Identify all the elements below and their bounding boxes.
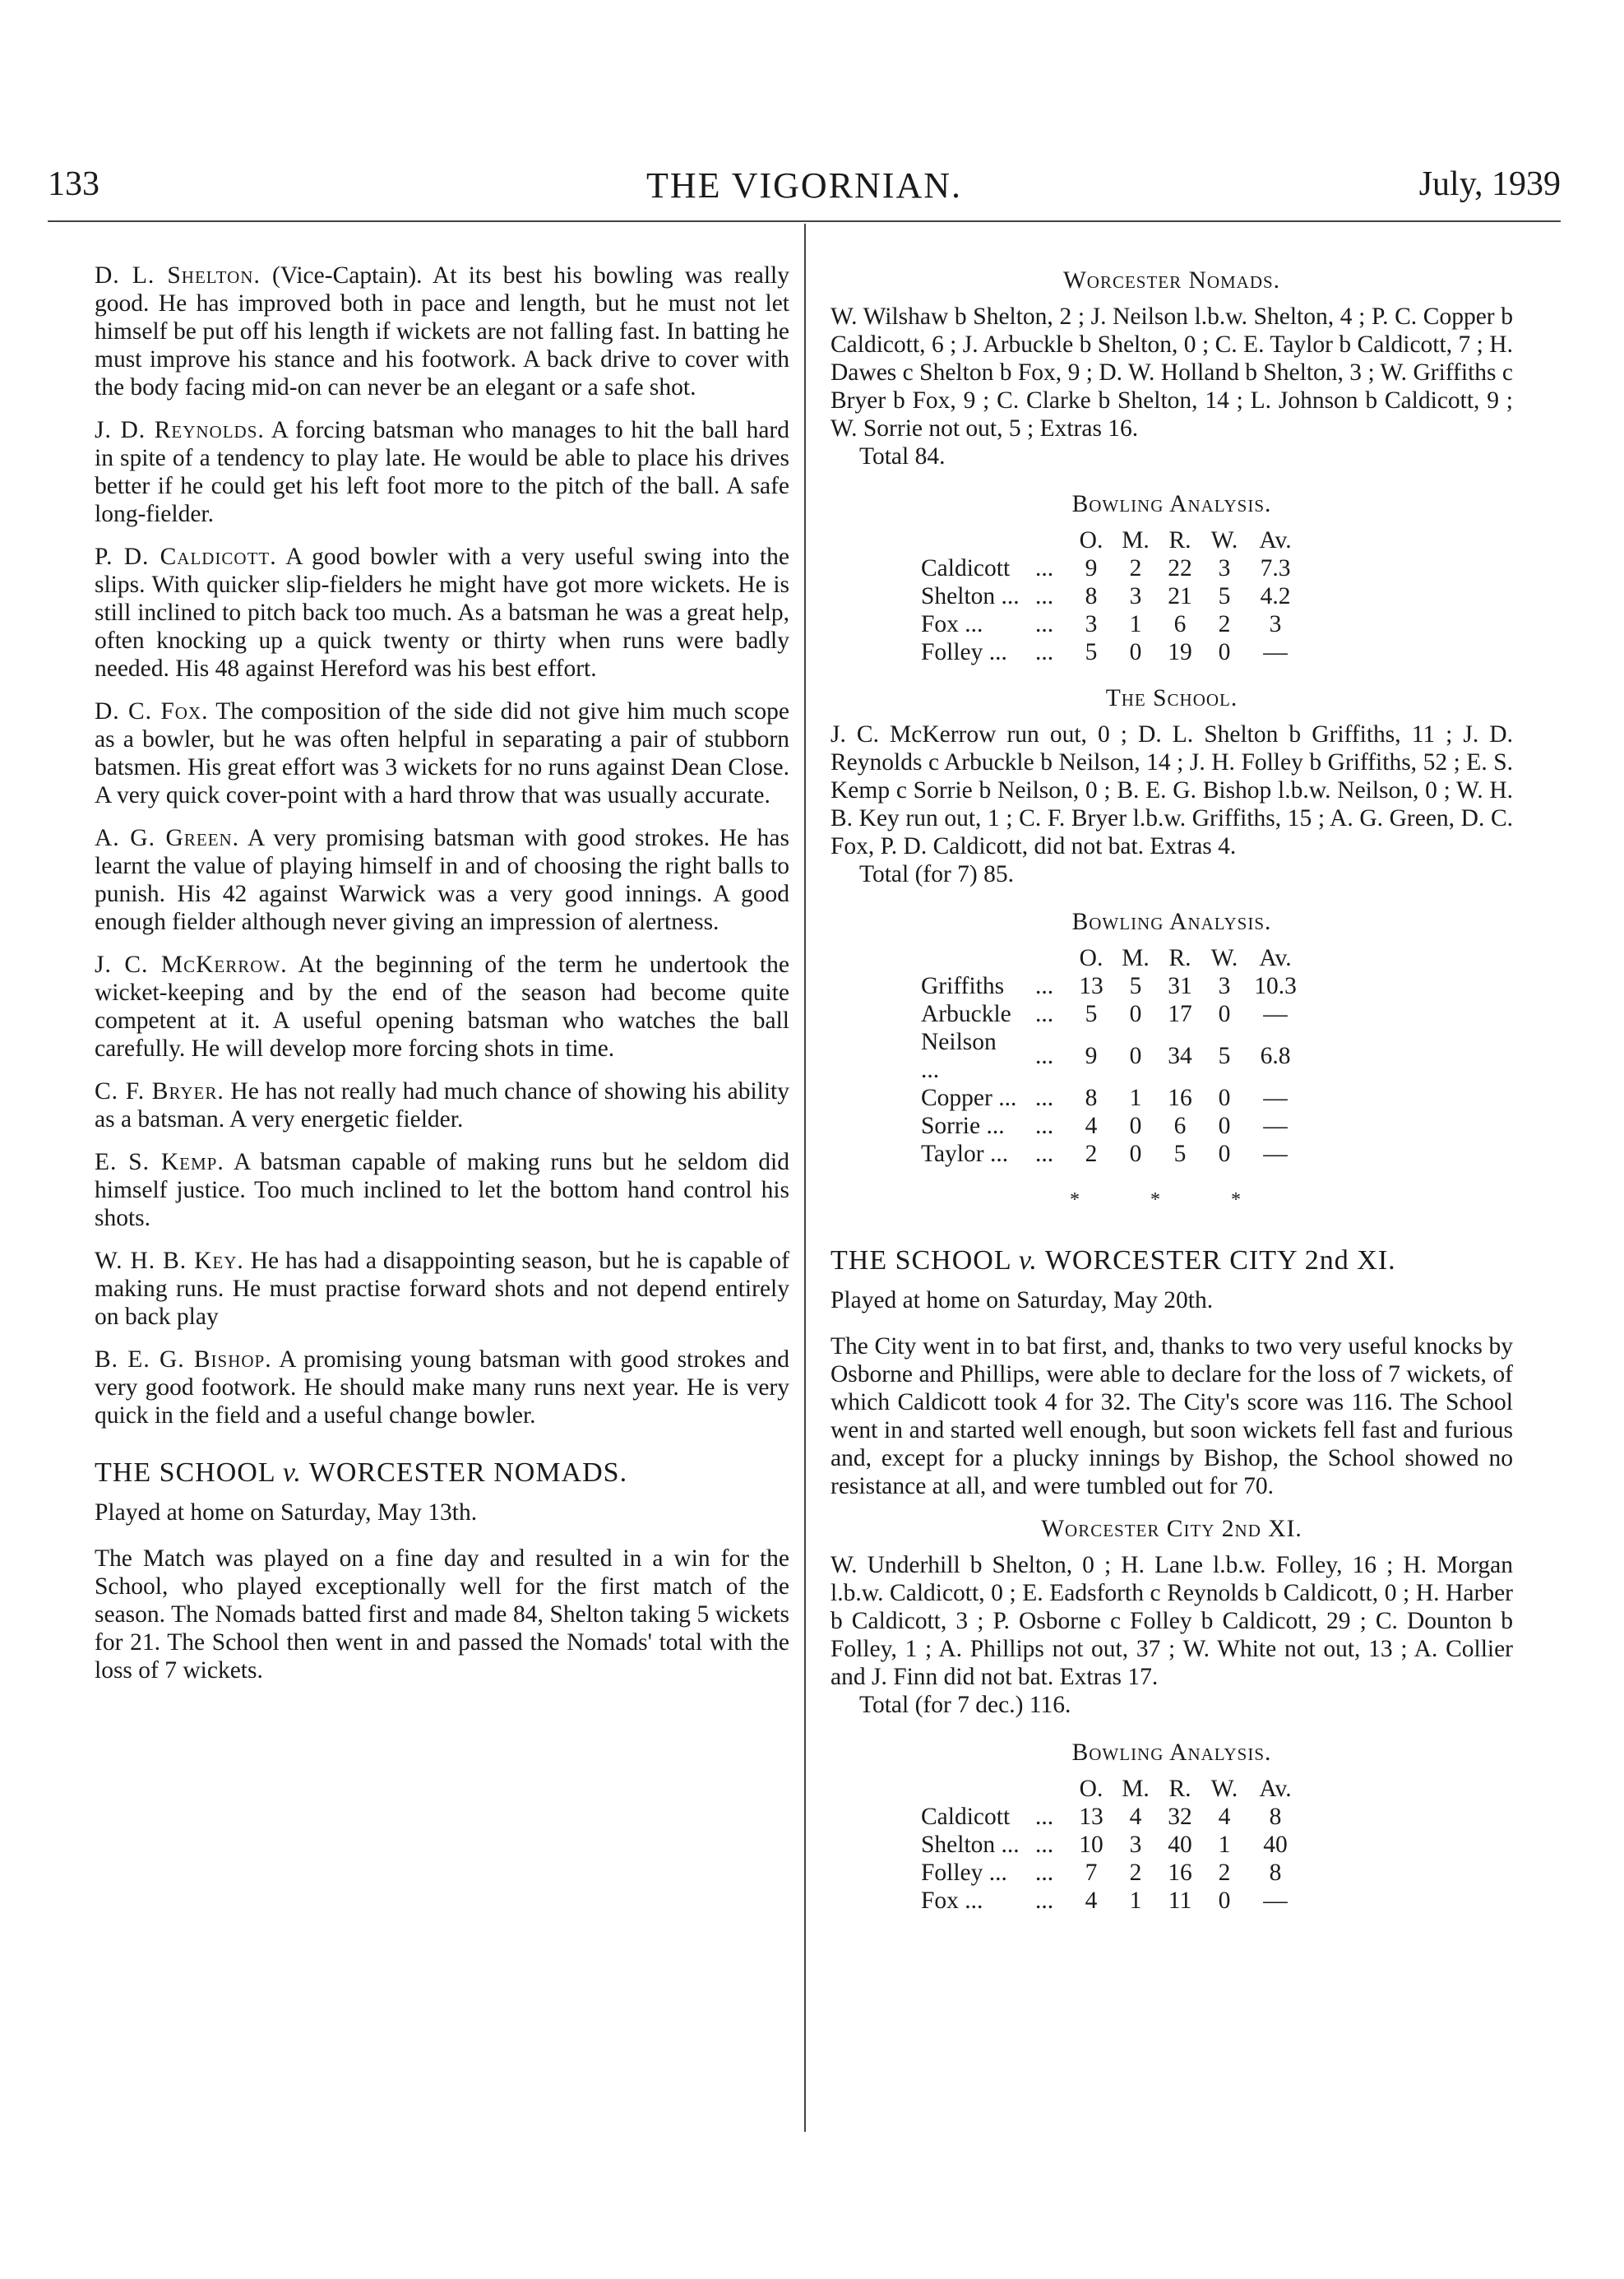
table-header-row — [921, 1775, 1304, 1803]
overs: 3 — [1085, 611, 1098, 637]
col-runs: R. — [1168, 945, 1191, 971]
player-name: W. H. B. Key. — [95, 1248, 244, 1274]
overs: 4 — [1085, 1113, 1098, 1139]
issue-date: July, 1939 — [1418, 165, 1561, 203]
maidens: 0 — [1129, 1043, 1142, 1069]
average: — — [1263, 1888, 1288, 1914]
wickets: 2 — [1218, 611, 1231, 637]
profile-mckerrow — [95, 951, 789, 1063]
city-bowling-heading: Bowling Analysis. — [1071, 1739, 1272, 1766]
player-text: A batsman capable of making runs but he seldom did himself justice. Too much inclined to let the bottom hand control his shots. — [95, 1149, 790, 1231]
leader-dots: ... — [1034, 611, 1054, 637]
table-row — [921, 554, 1304, 582]
player-text: A very promising batsman with good strokes. He has learnt the value of playing himself in and of choosing the right balls to punish. His 42 against Warwick was a very good innings. A good enough fielder although never giving an impression of alertness. — [95, 825, 789, 935]
table-row — [921, 638, 1304, 666]
profile-bryer — [95, 1077, 789, 1133]
player-text: A good bowler with a very useful swing into the slips. With quicker slip-fielders he might have got more wickets. He is still inclined to pitch back too much. As a batsman he was a great help, often knocking up a quick twenty or thirty when runs were badly needed. His 48 against Hereford was his best effort. — [95, 544, 790, 682]
wickets: 0 — [1218, 1001, 1231, 1027]
average: — — [1263, 1001, 1288, 1027]
col-maidens: M. — [1122, 527, 1150, 554]
leader-dots: ... — [1034, 555, 1054, 581]
table-row — [921, 1000, 1304, 1028]
maidens: 0 — [1129, 1113, 1142, 1139]
col-average: Av. — [1259, 527, 1292, 554]
overs: 8 — [1085, 583, 1098, 609]
bowler-name: Sorrie ... — [921, 1113, 1005, 1139]
runs: 32 — [1168, 1804, 1192, 1830]
left-column — [95, 262, 789, 1699]
bowler-name: Shelton ... — [921, 583, 1020, 609]
col-runs: R. — [1168, 527, 1191, 554]
header-rule — [48, 220, 1561, 222]
average: — — [1263, 1113, 1288, 1139]
bowler-name: Neilson ... — [921, 1029, 997, 1083]
page-header — [48, 164, 1561, 214]
bowler-name: Folley ... — [921, 639, 1007, 665]
player-text: A forcing batsman who manages to hit the ball hard in spite of a tendency to play late. He would be able to place his drives better if he could get his left foot more to the pitch of the ball. A safe long-fielder. — [95, 417, 789, 527]
maidens: 0 — [1129, 639, 1142, 665]
col-overs: O. — [1079, 527, 1103, 554]
match2-heading — [831, 1247, 1513, 1275]
profile-caldicott — [95, 543, 789, 683]
bowler-name: Fox ... — [921, 1888, 983, 1914]
overs: 5 — [1085, 639, 1098, 665]
wickets: 4 — [1218, 1804, 1231, 1830]
runs: 5 — [1173, 1141, 1187, 1167]
profile-key — [95, 1247, 789, 1331]
maidens: 3 — [1129, 1832, 1142, 1858]
player-name: E. S. Kemp. — [95, 1149, 224, 1175]
school-bowling-table — [921, 944, 1304, 1168]
col-maidens: M. — [1122, 1776, 1150, 1802]
leader-dots: ... — [1034, 639, 1054, 665]
leader-dots: ... — [1034, 1043, 1054, 1069]
wickets: 0 — [1218, 1113, 1231, 1139]
average: 6.8 — [1260, 1043, 1291, 1069]
average: 8 — [1269, 1804, 1282, 1830]
match2-played: Played at home on Saturday, May 20th. — [831, 1287, 1214, 1313]
table-row — [921, 1859, 1304, 1887]
bowler-name: Shelton ... — [921, 1832, 1020, 1858]
runs: 22 — [1168, 555, 1192, 581]
leader-dots: ... — [1034, 583, 1054, 609]
overs: 9 — [1085, 1043, 1098, 1069]
maidens: 1 — [1129, 1888, 1142, 1914]
col-wickets: W. — [1210, 527, 1238, 554]
table-header-row — [921, 944, 1304, 972]
runs: 6 — [1173, 611, 1187, 637]
page-number: 133 — [48, 165, 99, 203]
average: — — [1263, 1141, 1288, 1167]
wickets: 3 — [1218, 555, 1231, 581]
leader-dots: ... — [1034, 1141, 1054, 1167]
bowler-name: Caldicott — [921, 1804, 1011, 1830]
nomads-total: Total 84. — [859, 443, 946, 470]
school-total: Total (for 7) 85. — [859, 861, 1014, 887]
col-overs: O. — [1079, 1776, 1103, 1802]
overs: 2 — [1085, 1141, 1098, 1167]
city-total: Total (for 7 dec.) 116. — [859, 1692, 1071, 1718]
maidens: 0 — [1129, 1001, 1142, 1027]
player-text: He has not really had much chance of showing his ability as a batsman. A very energetic fielder. — [95, 1078, 790, 1133]
wickets: 1 — [1218, 1832, 1231, 1858]
maidens: 4 — [1129, 1804, 1142, 1830]
col-wickets: W. — [1210, 945, 1238, 971]
overs: 10 — [1079, 1832, 1103, 1858]
runs: 16 — [1168, 1085, 1192, 1111]
wickets: 0 — [1218, 1888, 1231, 1914]
bowler-name: Griffiths — [921, 973, 1005, 999]
maidens: 5 — [1129, 973, 1142, 999]
average: 40 — [1263, 1832, 1288, 1858]
col-overs: O. — [1079, 945, 1103, 971]
match1-played: Played at home on Saturday, May 13th. — [95, 1499, 478, 1526]
wickets: 0 — [1218, 639, 1231, 665]
leader-dots: ... — [1034, 1804, 1054, 1830]
bowler-name: Caldicott — [921, 555, 1011, 581]
city-innings: W. Underhill b Shelton, 0 ; H. Lane l.b.w. Folley, 16 ; H. Morgan l.b.w. Caldicott, 0 ; E. Eadsforth c Reynolds b Caldicott, 0 ; H. Harber b Caldicott, 3 ; P. Osborne c Folley b Caldicott, 29 ; C. Dounton b Folley, 1 ; A. Phillips not out, 37 ; W. White not out, 13 ; A. Collier and J. Finn did not bat. Extras 17. — [831, 1552, 1513, 1690]
heading-part: WORCESTER CITY 2nd XI. — [1044, 1245, 1396, 1276]
player-name: J. D. Reynolds. — [95, 417, 265, 443]
player-name: D. L. Shelton. — [95, 262, 261, 289]
table-row — [921, 1803, 1304, 1831]
runs: 16 — [1168, 1860, 1192, 1886]
runs: 34 — [1168, 1043, 1192, 1069]
heading-versus: v. — [282, 1457, 302, 1488]
table-row — [921, 1140, 1304, 1168]
school-innings: J. C. McKerrow run out, 0 ; D. L. Shelton b Griffiths, 11 ; J. D. Reynolds c Arbuckle b Neilson, 14 ; J. H. Folley b Griffiths, 52 ; E. S. Kemp c Sorrie b Neilson, 0 ; B. E. G. Bishop l.b.w. Neilson, 0 ; W. H. B. Key run out, 1 ; C. F. Bryer l.b.w. Griffiths, 15 ; A. G. Green, D. C. Fox, P. D. Caldicott, did not bat. Extras 4. — [831, 721, 1513, 859]
maidens: 1 — [1129, 1085, 1142, 1111]
leader-dots: ... — [1034, 1888, 1054, 1914]
table-row — [921, 1887, 1304, 1915]
overs: 7 — [1085, 1860, 1098, 1886]
bowler-name: Fox ... — [921, 611, 983, 637]
runs: 11 — [1168, 1888, 1192, 1914]
average: 4.2 — [1260, 583, 1291, 609]
overs: 13 — [1079, 1804, 1103, 1830]
average: — — [1263, 1085, 1288, 1111]
city-heading: Worcester City 2nd XI. — [1041, 1516, 1302, 1542]
bowler-name: Copper ... — [921, 1085, 1017, 1111]
runs: 40 — [1168, 1832, 1192, 1858]
profile-fox — [95, 697, 789, 809]
table-header-row — [921, 526, 1304, 554]
player-name: P. D. Caldicott. — [95, 544, 277, 570]
maidens: 0 — [1129, 1141, 1142, 1167]
match1-report: The Match was played on a fine day and resulted in a win for the School, who played exceptionally well for the first match of the season. The Nomads batted first and made 84, Shelton taking 5 wickets for 21. The School then went in and passed the Nomads' total with the loss of 7 wickets. — [95, 1545, 789, 1684]
city-bowling-table — [921, 1775, 1304, 1915]
wickets: 3 — [1218, 973, 1231, 999]
table-row — [921, 1831, 1304, 1859]
overs: 9 — [1085, 555, 1098, 581]
player-text: At the beginning of the term he undertook the wicket-keeping and by the end of the season had become quite competent at it. A useful opening batsman who watches the ball carefully. He will develop more forcing shots in time. — [95, 952, 789, 1062]
overs: 13 — [1079, 973, 1103, 999]
player-name: A. G. Green. — [95, 825, 240, 851]
player-name: B. E. G. Bishop. — [95, 1346, 272, 1373]
overs: 8 — [1085, 1085, 1098, 1111]
player-text: (Vice-Captain). At its best his bowling was really good. He has improved both in pace and length, but he must not let himself be put off his length if wickets are not falling fast. In batting he must improve his stance and his footwork. A back drive to cover with the body facing mid-on can never be an elegant or a safe shot. — [95, 262, 790, 401]
average: — — [1263, 639, 1288, 665]
wickets: 5 — [1218, 1043, 1231, 1069]
average: 7.3 — [1260, 555, 1291, 581]
col-maidens: M. — [1122, 945, 1150, 971]
nomads-innings: W. Wilshaw b Shelton, 2 ; J. Neilson l.b.w. Shelton, 4 ; P. C. Copper b Caldicott, 6 ; J. Arbuckle b Shelton, 0 ; C. E. Taylor b Caldicott, 7 ; H. Dawes c Shelton b Fox, 9 ; D. W. Holland b Shelton, 3 ; W. Griffiths c Bryer b Fox, 9 ; C. Clarke b Shelton, 14 ; L. Johnson b Caldicott, 9 ; W. Sorrie not out, 5 ; Extras 16. — [831, 303, 1513, 442]
profile-kemp — [95, 1148, 789, 1232]
average: 10.3 — [1254, 973, 1297, 999]
runs: 6 — [1173, 1113, 1187, 1139]
runs: 21 — [1168, 583, 1192, 609]
heading-versus: v. — [1018, 1245, 1038, 1276]
col-average: Av. — [1259, 1776, 1292, 1802]
runs: 31 — [1168, 973, 1192, 999]
leader-dots: ... — [1034, 973, 1054, 999]
leader-dots: ... — [1034, 1085, 1054, 1111]
runs: 17 — [1168, 1001, 1192, 1027]
wickets: 2 — [1218, 1860, 1231, 1886]
player-name: D. C. Fox. — [95, 698, 209, 725]
leader-dots: ... — [1034, 1832, 1054, 1858]
table-row — [921, 610, 1304, 638]
maidens: 1 — [1129, 611, 1142, 637]
col-average: Av. — [1259, 945, 1292, 971]
player-name: J. C. McKerrow. — [95, 952, 288, 978]
runs: 19 — [1168, 639, 1192, 665]
leader-dots: ... — [1034, 1860, 1054, 1886]
heading-part: THE SCHOOL — [831, 1245, 1011, 1276]
wickets: 0 — [1218, 1085, 1231, 1111]
match1-heading — [95, 1459, 789, 1487]
heading-part: THE SCHOOL — [95, 1457, 275, 1488]
bowler-name: Taylor ... — [921, 1141, 1009, 1167]
profile-reynolds — [95, 416, 789, 528]
overs: 5 — [1085, 1001, 1098, 1027]
nomads-bowling-table — [921, 526, 1304, 666]
heading-part: WORCESTER NOMADS. — [308, 1457, 628, 1488]
nomads-bowling-heading: Bowling Analysis. — [1071, 491, 1272, 517]
table-row — [921, 1028, 1304, 1084]
profile-bishop — [95, 1346, 789, 1429]
profile-green — [95, 824, 789, 936]
table-row — [921, 972, 1304, 1000]
overs: 4 — [1085, 1888, 1098, 1914]
average: 8 — [1269, 1860, 1282, 1886]
profile-shelton — [95, 262, 789, 401]
school-heading: The School. — [1105, 685, 1238, 711]
col-runs: R. — [1168, 1776, 1191, 1802]
wickets: 0 — [1218, 1141, 1231, 1167]
table-row — [921, 582, 1304, 610]
table-row — [921, 1112, 1304, 1140]
right-column — [831, 262, 1513, 1933]
player-name: C. F. Bryer. — [95, 1078, 224, 1105]
maidens: 2 — [1129, 1860, 1142, 1886]
publication-title: THE VIGORNIAN. — [645, 165, 963, 206]
col-wickets: W. — [1210, 1776, 1238, 1802]
wickets: 5 — [1218, 583, 1231, 609]
match2-report: The City went in to bat first, and, thanks to two very useful knocks by Osborne and Phillips, were able to declare for the loss of 7 wickets, of which Caldicott took 4 for 32. The City's score was 116. The School went in and started well enough, but soon wickets fell fast and furious and, except for a plucky innings by Bishop, the School showed no resistance at all, and were tumbled out for 70. — [831, 1333, 1513, 1499]
table-row — [921, 1084, 1304, 1112]
leader-dots: ... — [1034, 1113, 1054, 1139]
maidens: 3 — [1129, 583, 1142, 609]
leader-dots: ... — [1034, 1001, 1054, 1027]
player-text: The composition of the side did not give him much scope as a bowler, but he was often helpful in separating a pair of stubborn batsmen. His great effort was 3 wickets for no runs against Dean Close. A very quick cover-point with a hard throw that was usually accurate. — [95, 698, 789, 808]
maidens: 2 — [1129, 555, 1142, 581]
bowler-name: Arbuckle — [921, 1001, 1011, 1027]
bowler-name: Folley ... — [921, 1860, 1007, 1886]
average: 3 — [1269, 611, 1282, 637]
nomads-heading: Worcester Nomads. — [1062, 267, 1281, 294]
player-text: A promising young batsman with good strokes and very good footwork. He should make many runs next year. He is very quick in the field and a useful change bowler. — [95, 1346, 790, 1429]
column-divider — [804, 224, 806, 2132]
player-text: He has had a disappointing season, but he is capable of making runs. He must practise forward shots and not depend entirely on back play — [95, 1248, 790, 1330]
section-divider-stars: * * * — [1070, 1189, 1274, 1211]
school-bowling-heading: Bowling Analysis. — [1071, 909, 1272, 935]
